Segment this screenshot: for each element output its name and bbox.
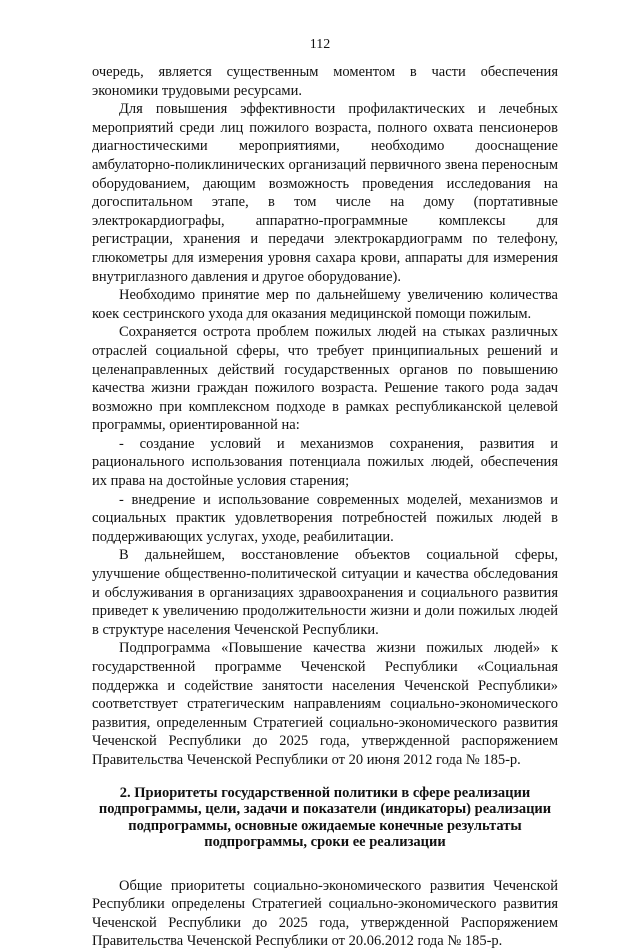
paragraph: Общие приоритеты социально-экономического развития Чеченской Республики определены Стратегией социально-экономического развития Чеченской Республики до 2025 года, утвержденной Распоряжением Правительства Чеченской Республики от 20.06.2012 года № 185-р. <box>92 877 558 950</box>
paragraph: Сохраняется острота проблем пожилых людей на стыках различных отраслей социальной сферы, что требует принципиальных решений и целенаправленных действий государственных органов по повышению качества жизни граждан пожилого возраста. Решение такого рода задач возможно при комплексном подходе в рамках республиканской целевой программы, ориентированной на: <box>92 324 558 434</box>
paragraph: Необходимо принятие мер по дальнейшему увеличению количества коек сестринского ухода для оказания медицинской помощи пожилым. <box>92 287 558 322</box>
document-body <box>92 63 558 951</box>
list-item: - внедрение и использование современных моделей, механизмов и социальных практик удовлетворения потребностей пожилых людей в поддерживающих услугах, уходе, реабилитации. <box>92 491 558 545</box>
paragraph: Подпрограмма «Повышение качества жизни пожилых людей» к государственной программе Чеченской Республики «Социальная поддержка и содействие занятости населения Чеченской Республики» соответствует стратегическим направлениям социально-экономического развития, определенным Стратегией социально-экономического развития Чеченской Республики до 2025 года, утвержденной распоряжением Правительства Чеченской Республики от 20 июня 2012 года № 185-р. <box>92 640 558 768</box>
paragraph: Для повышения эффективности профилактических и лечебных мероприятий среди лиц пожилого возраста, полного охвата пенсионеров диагностическими мероприятиями, необходимо дооснащение амбулаторно-поликлинических организаций первичного звена переносным оборудованием, дающим возможность проведения исследования на догоспитальном этапе, в том числе на дому (портативные электрокардиографы, аппаратно-программные комплексы для регистрации, хранения и передачи электрокардиограмм по телефону, глюкометры для измерения уровня сахара крови, аппараты для измерения внутриглазного давления и другое оборудование). <box>92 101 558 285</box>
paragraph: очередь, является существенным моментом в части обеспечения экономики трудовыми ресурсами. <box>92 64 558 99</box>
section-heading: 2. Приоритеты государственной политики в сфере реализации подпрограммы, цели, задачи и показатели (индикаторы) реализации подпрограммы, основные ожидаемые конечные результаты подпрограммы, сроки ее реализации <box>98 784 552 851</box>
list-item: - создание условий и механизмов сохранения, развития и рационального использования потенциала пожилых людей, обеспечения их права на достойные условия старения; <box>92 435 558 490</box>
page-number: 112 <box>309 37 331 52</box>
paragraph: В дальнейшем, восстановление объектов социальной сферы, улучшение общественно-политической ситуации и качества обследования и обслуживания в организациях здравоохранения и социального развития приведет к увеличению продолжительности жизни и доли пожилых людей в структуре населения Чеченской Республики. <box>92 547 558 638</box>
